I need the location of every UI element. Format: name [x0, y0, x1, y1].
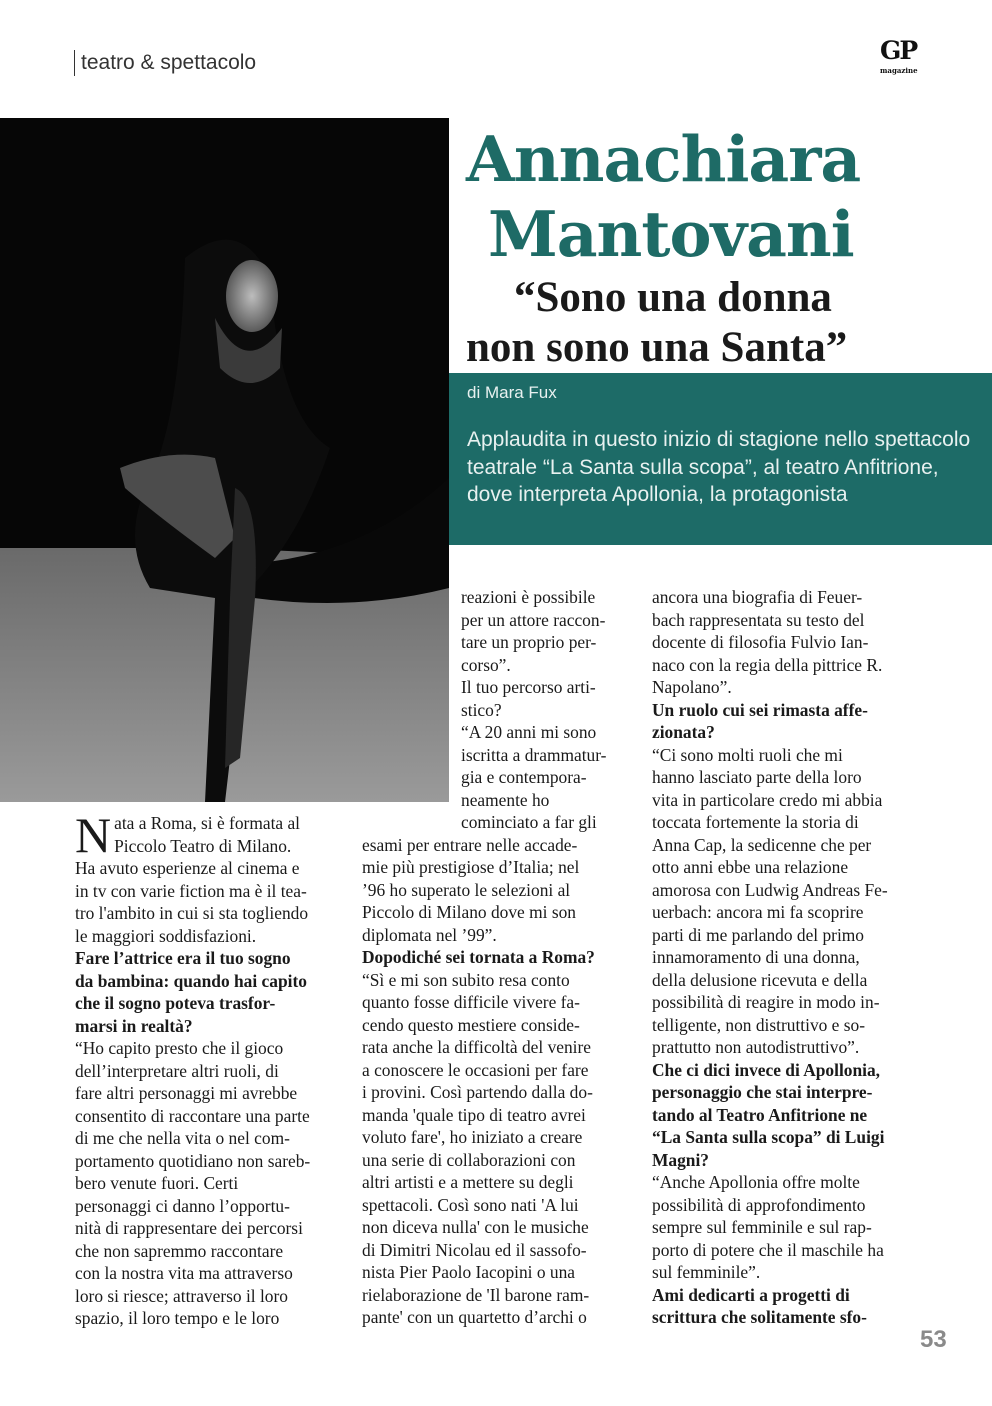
article-subtitle: [466, 273, 847, 373]
drop-cap: N: [75, 807, 112, 863]
text-line: per un attore raccon-: [461, 609, 606, 630]
lead-paragraph: Applaudita in questo inizio di stagione nello spettacolo teatrale “La Santa sulla scopa”, al teatro Anfitrione, dove interpreta Apollonia, la protagonista: [467, 428, 971, 506]
question-line: “La Santa sulla scopa” di Luigi: [652, 1127, 885, 1147]
text-line: esami per entrare nelle accade-: [362, 834, 578, 855]
text-line: rata anche la difficoltà del venire: [362, 1037, 592, 1057]
question-line: Che ci dici invece di Apollonia,: [652, 1059, 881, 1080]
article-title: [466, 122, 860, 272]
byline: di Mara Fux: [467, 383, 557, 402]
text-line: bach rappresentata su testo del: [652, 609, 865, 630]
text-line: possibilità di reagire in modo in-: [652, 992, 880, 1012]
text-line: hanno lasciato parte della loro: [652, 767, 862, 787]
subtitle-line-2: non sono una Santa”: [466, 324, 848, 371]
text-line: “Sì e mi son subito resa conto: [362, 969, 570, 990]
section-label: teatro & spettacolo: [74, 50, 256, 76]
question-line: da bambina: quando hai capito: [75, 970, 307, 991]
title-first-name: Annachiara: [466, 122, 861, 196]
logo-subtext: magazine: [880, 66, 918, 75]
text-line: mie più prestigiose d’Italia; nel: [362, 857, 580, 877]
text-line: stico?: [461, 699, 502, 720]
text-line: Napolano”.: [652, 677, 732, 697]
text-line: ata a Roma, si è formata al: [114, 813, 301, 833]
text-line: una serie di collaborazioni con: [362, 1149, 576, 1170]
question-line: personaggio che stai interpre-: [652, 1082, 873, 1102]
text-line: fare altri personaggi mi avrebbe: [75, 1083, 298, 1103]
text-line: amorosa con Ludwig Andreas Fe-: [652, 879, 888, 900]
text-line: iscritta a drammatur-: [461, 744, 607, 765]
text-line: spazio, il loro tempo e le loro: [75, 1308, 280, 1328]
text-line: voluto fare', ho iniziato a creare: [362, 1127, 583, 1147]
text-line: che non sapremmo raccontare: [75, 1240, 284, 1261]
text-line: tro l'ambito in cui si sta togliendo: [75, 903, 309, 923]
subtitle-line-1: “Sono una donna: [514, 274, 832, 321]
question-line: tando al Teatro Anfitrione ne: [652, 1104, 868, 1125]
text-line: dell’interpretare altri ruoli, di: [75, 1060, 279, 1081]
text-line: consentito di raccontare una parte: [75, 1105, 310, 1126]
question-line: marsi in realtà?: [75, 1015, 193, 1036]
text-line: ’96 ho superato le selezioni al: [362, 879, 571, 900]
text-line: loro si riesce; attraverso il loro: [75, 1285, 288, 1306]
text-line: telligente, non distruttivo e so-: [652, 1014, 866, 1035]
question-line: zionata?: [652, 722, 715, 742]
text-line: reazioni è possibile: [461, 587, 596, 607]
text-line: porto di potere che il maschile ha: [652, 1239, 884, 1260]
text-column-2: [362, 586, 606, 1329]
text-line: Ha avuto esperienze al cinema e: [75, 858, 300, 878]
text-line: gia e contempora-: [461, 767, 587, 787]
question-line: Un ruolo cui sei rimasta affe-: [652, 699, 868, 720]
text-line: possibilità di approfondimento: [652, 1194, 866, 1215]
text-line: Piccolo di Milano dove mi son: [362, 902, 576, 922]
text-line: manda 'quale tipo di teatro avrei: [362, 1104, 586, 1125]
text-line: di me che nella vita o nel com-: [75, 1128, 290, 1148]
text-line: “Ho capito presto che il gioco: [75, 1038, 284, 1058]
text-line: naco con la regia della pittrice R.: [652, 654, 883, 675]
text-line: nità di rappresentare dei percorsi: [75, 1218, 303, 1238]
text-line: Il tuo percorso arti-: [461, 677, 596, 697]
text-line: pante' con un quartetto d’archi o: [362, 1307, 587, 1327]
question-line: Fare l’attrice era il tuo sogno: [75, 948, 291, 968]
text-line: a conoscere le occasioni per fare: [362, 1059, 589, 1080]
text-line: Anna Cap, la sedicenne che per: [652, 834, 872, 855]
text-line: parti di me parlando del primo: [652, 924, 865, 945]
intro-band: [449, 373, 992, 545]
text-line: Piccolo Teatro di Milano.: [114, 835, 292, 856]
text-column-1: [75, 807, 311, 1330]
text-line: le maggiori soddisfazioni.: [75, 925, 257, 946]
text-line: di Dimitri Nicolau ed il sassofo-: [362, 1239, 587, 1260]
text-column-3: [652, 586, 888, 1329]
text-line: in tv con varie fiction ma è il tea-: [75, 880, 307, 901]
title-last-name: Mantovani: [488, 197, 854, 271]
text-line: bero venute fuori. Certi: [75, 1173, 239, 1193]
text-line: docente di filosofia Fulvio Ian-: [652, 632, 869, 652]
text-line: con la nostra vita ma attraverso: [75, 1263, 293, 1283]
page-number: 53: [920, 1326, 947, 1353]
text-line: quanto fosse difficile vivere fa-: [362, 992, 580, 1012]
text-line: vita in particolare credo mi abbia: [652, 789, 883, 810]
text-line: otto anni ebbe una relazione: [652, 857, 849, 877]
text-line: personaggi ci danno l’opportu-: [75, 1195, 290, 1216]
text-line: “Ci sono molti ruoli che mi: [652, 744, 843, 765]
question-line: scrittura che solitamente sfo-: [652, 1307, 867, 1327]
gp-magazine-logo: [880, 36, 916, 75]
text-line: cominciato a far gli: [461, 812, 597, 832]
text-line: nista Pier Paolo Iacopini o una: [362, 1262, 575, 1282]
question-line: Magni?: [652, 1149, 710, 1170]
text-line: sempre sul femminile e sul rap-: [652, 1217, 872, 1237]
text-line: prattutto non autodistruttivo”.: [652, 1037, 860, 1057]
text-line: cendo questo mestiere conside-: [362, 1014, 580, 1035]
question-line: Ami dedicarti a progetti di: [652, 1284, 850, 1305]
question-line: Dopodiché sei tornata a Roma?: [362, 947, 595, 967]
text-line: tare un proprio per-: [461, 632, 597, 652]
text-line: neamente ho: [461, 789, 550, 810]
logo-text: GP: [880, 36, 917, 65]
text-line: ancora una biografia di Feuer-: [652, 587, 863, 607]
text-line: spettacoli. Così sono nati 'A lui: [362, 1194, 579, 1215]
text-line: i provini. Così partendo dalla do-: [362, 1082, 593, 1102]
question-line: che il sogno poteva trasfor-: [75, 993, 276, 1013]
text-line: rielaborazione de 'Il barone ram-: [362, 1284, 590, 1305]
text-line: sul femminile”.: [652, 1262, 761, 1282]
text-line: “Anche Apollonia offre molte: [652, 1172, 860, 1192]
text-line: della delusione ricevuta e della: [652, 969, 868, 990]
text-line: altri artisti e a mettere su degli: [362, 1172, 574, 1192]
text-line: uerbach: ancora mi fa scoprire: [652, 902, 864, 922]
text-line: corso”.: [461, 654, 511, 675]
text-line: diplomata nel ’99”.: [362, 924, 497, 945]
text-line: non diceva nulla' con le musiche: [362, 1217, 589, 1237]
text-line: innamoramento di una donna,: [652, 947, 860, 967]
text-line: toccata fortemente la storia di: [652, 812, 859, 832]
text-line: portamento quotidiano non sareb-: [75, 1150, 311, 1171]
text-line: “A 20 anni mi sono: [461, 722, 597, 742]
